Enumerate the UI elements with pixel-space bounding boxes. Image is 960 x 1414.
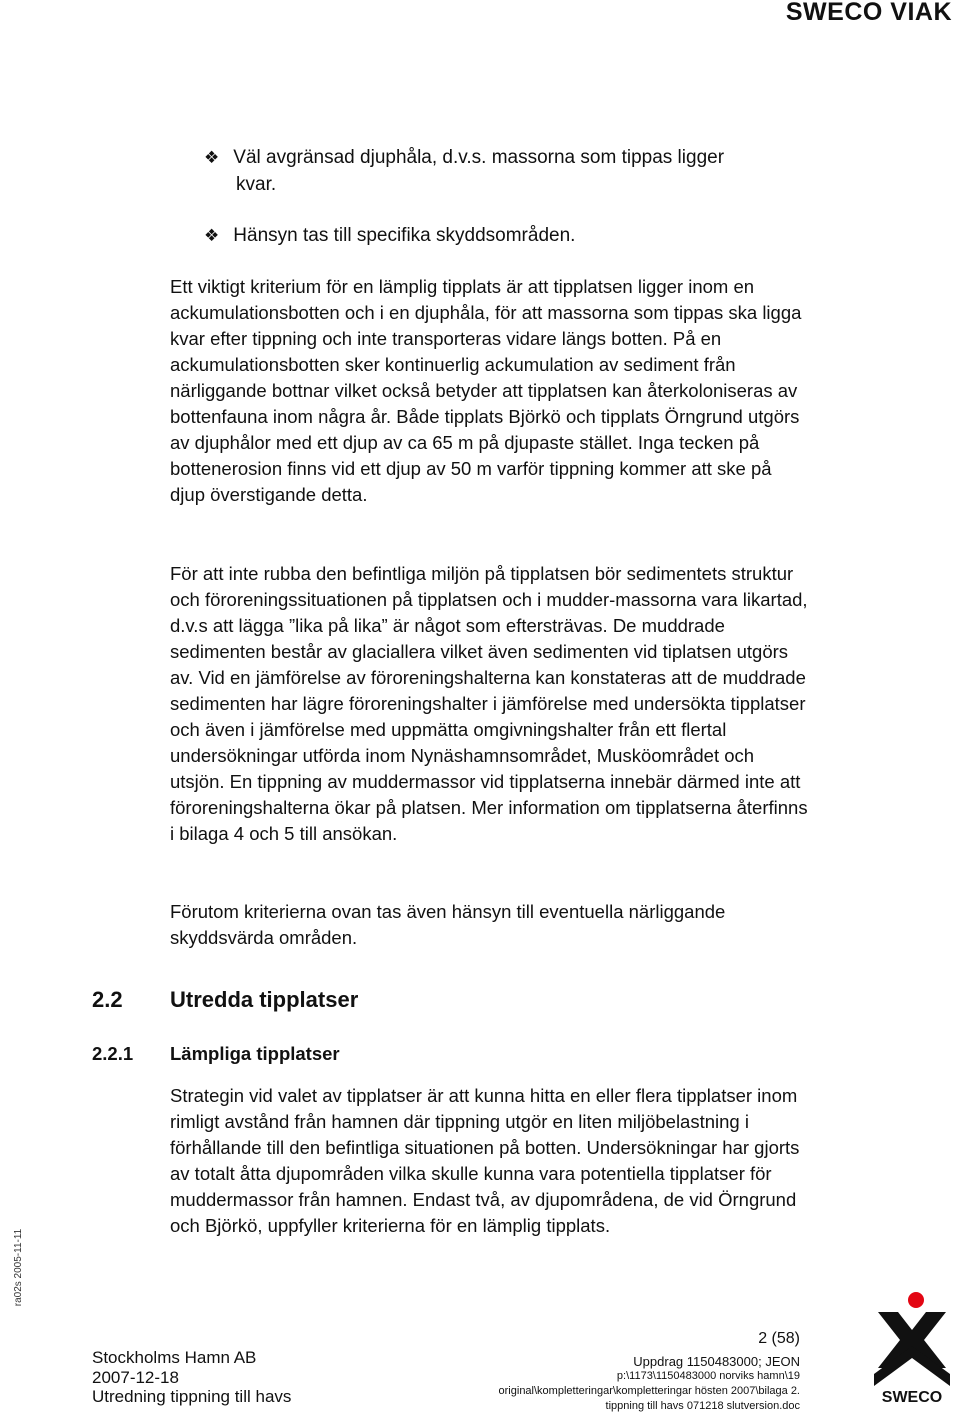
brand-header: SWECO VIAK xyxy=(785,0,952,26)
section-heading xyxy=(92,987,358,1013)
footer-title: Utredning tippning till havs xyxy=(92,1387,292,1406)
subsection-number: 2.2.1 xyxy=(92,1043,134,1064)
bullet-text: Hänsyn tas till specifika skyddsområden. xyxy=(233,225,576,246)
sweco-logo-icon xyxy=(870,1290,954,1406)
subsection-title: Lämpliga tipplatser xyxy=(170,1043,340,1064)
subsection-heading xyxy=(92,1043,340,1065)
page-number: 2 (58) xyxy=(758,1330,800,1347)
section-number: 2.2 xyxy=(92,987,123,1012)
bullet-item-2 xyxy=(204,222,794,249)
footer-path-2: original\kompletteringar\kompletteringar hösten 2007\bilaga 2. xyxy=(498,1385,800,1397)
footer-date: 2007-12-18 xyxy=(92,1367,179,1387)
section-title: Utredda tipplatser xyxy=(170,987,359,1012)
diamond-bullet-icon: ❖ xyxy=(204,148,220,167)
footer-right xyxy=(499,1354,800,1414)
footer-path-3: tippning till havs 071218 slutversion.doc xyxy=(605,1400,800,1412)
footer-client: Stockholms Hamn AB xyxy=(92,1348,257,1367)
footer-path-1: p:\1173\1150483000 norviks hamn\19 xyxy=(616,1370,800,1382)
paragraph-protected-areas: Förutom kriterierna ovan tas även hänsyn till eventuella närliggande skyddsvärda områden. xyxy=(170,901,726,948)
bullet-item-1 xyxy=(204,144,794,198)
logo-wordmark: SWECO xyxy=(881,1389,943,1406)
bullet-text: Väl avgränsad djuphåla, d.v.s. massorna som tippas ligger xyxy=(233,147,725,168)
footer-assignment: Uppdrag 1150483000; JEON xyxy=(633,1354,800,1369)
paragraph-sediment: För att inte rubba den befintliga miljön på tipplatsen bör sedimentets struktur och föroreningssituationen på tipplatsen och i mudder-massorna vara likartad, d.v.s att lägga ”lika på lika” är något som eftersträvas. De muddrade sedimenten består av glaciallera vilket även sedimenten vid tiplatsen utgörs av. Vid en jämförelse av föroreningshalterna kan konstateras att de muddrade sedimenten har lägre föroreningshalter i jämförelse med undersökta tipplatser och även i jämförelse med uppmätta omgivningshalter från ett flertal undersökningar utförda inom Nynäshamnsområdet, Musköområdet och utsjön. En tippning av muddermassor vid tipplatserna innebär därmed inte att föroreningshalterna ökar på platsen. Mer information om tipplatserna återfinns i bilaga 4 och 5 till ansökan. xyxy=(170,563,808,844)
document-code: ra02s 2005-11-11 xyxy=(13,1228,25,1307)
paragraph-criteria: Ett viktigt kriterium för en lämplig tipplats är att tipplatsen ligger inom en ackumulationsbotten och i en djuphåla, för att massorna som tippas ska ligga kvar efter tippning och inte transporteras vidare längs botten. På en ackumulationsbotten sker kontinuerlig ackumulation av sediment från närliggande bottnar vilket också betyder att tipplatsen kan återkoloniseras av bottenfauna inom några år. Både tipplats Björkö och tipplats Örngrund utgörs av djuphålor med ett djup av ca 65 m på djupaste stället. Inga tecken på bottenerosion finns vid ett djup av 50 m varför tippning kommer att ske på djup överstigande detta. xyxy=(170,276,802,505)
footer-left xyxy=(92,1348,291,1407)
paragraph-strategy: Strategin vid valet av tipplatser är att kunna hitta en eller flera tipplatser inom rimligt avstånd från hamnen där tippning utgör en liten miljöbelastning i förhållande till den befintliga situationen på botten. Undersökningar har gjorts av totalt åtta djupområden vilka skulle kunna vara potentiella tipplatser för muddermassor från hamnen. Endast två, av djupområdena, de vid Örngrund och Björkö, uppfyller kriterierna för en lämplig tipplats. xyxy=(170,1085,800,1236)
bullet-text-continued: kvar. xyxy=(236,174,277,195)
diamond-bullet-icon: ❖ xyxy=(204,226,220,245)
